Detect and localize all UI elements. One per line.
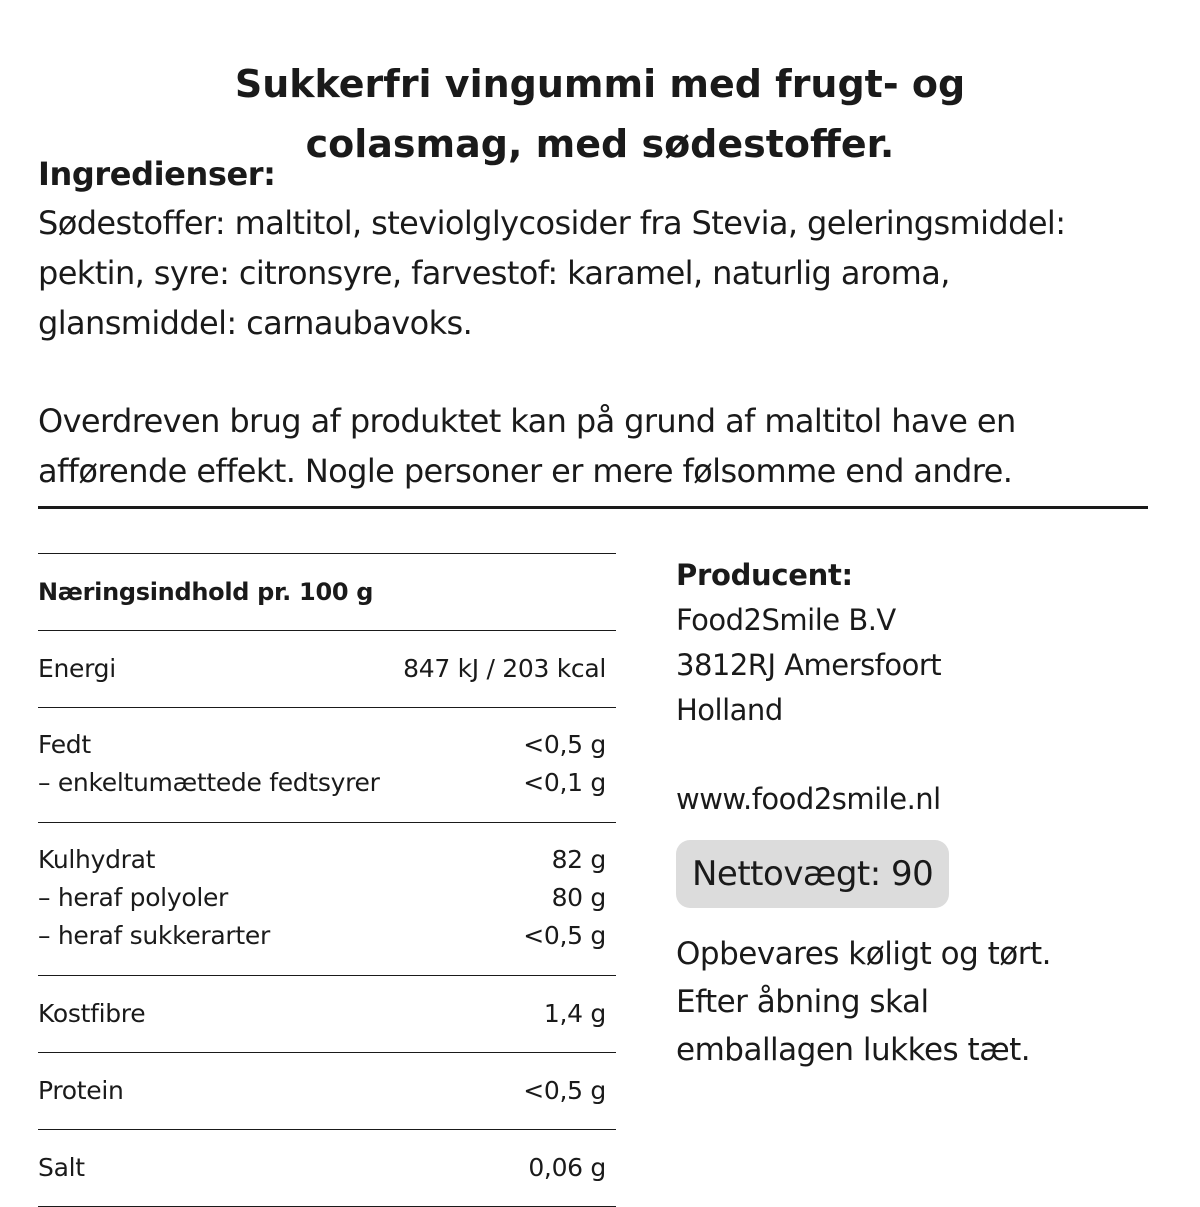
nutrient-label: Energi: [38, 654, 116, 683]
nutrient-label: Kostfibre: [38, 999, 146, 1028]
nutrient-label: – heraf polyoler: [38, 883, 229, 912]
nutrient-label: Kulhydrat: [38, 845, 156, 874]
table-row: [38, 995, 616, 1033]
nutrition-table: [38, 553, 616, 1207]
nutrient-value: <0,1 g: [523, 768, 606, 797]
product-title-line-1: Sukkerfri vingummi med frugt- og: [234, 62, 966, 106]
table-row: [38, 1149, 616, 1187]
net-weight-badge: Nettovægt: 90: [676, 840, 949, 908]
nutrition-group-fat: [38, 708, 616, 822]
nutrition-heading: Næringsindhold pr. 100 g: [38, 578, 374, 606]
producer-address: 3812RJ Amersfoort: [676, 648, 942, 682]
nutrient-value: <0,5 g: [523, 1076, 606, 1105]
table-row: [38, 879, 616, 917]
producer-name: Food2Smile B.V: [676, 603, 896, 637]
nutrition-group-energy: [38, 631, 616, 707]
storage-line: emballagen lukkes tæt.: [676, 1032, 1031, 1068]
nutrient-value: <0,5 g: [523, 730, 606, 759]
ingredients-heading: Ingredienser:: [38, 155, 276, 193]
nutrient-value: 0,06 g: [528, 1153, 606, 1182]
table-row: [38, 650, 616, 688]
ingredients-text: Sødestoffer: maltitol, steviolglycosider fra Stevia, geleringsmiddel: pektin, syre: citronsyre, farvestof: karamel, naturlig aroma, glansmiddel: carnaubavoks.: [38, 204, 1066, 342]
table-row: [38, 764, 616, 802]
nutrient-value: <0,5 g: [523, 921, 606, 950]
table-row: [38, 1072, 616, 1110]
nutrient-value: 847 kJ / 203 kcal: [403, 654, 606, 683]
nutrition-group-fibre: [38, 976, 616, 1052]
laxative-warning: Overdreven brug af produktet kan på grund af maltitol have en afførende effekt. Nogle personer er mere følsomme end andre.: [38, 402, 1016, 490]
storage-instructions: [676, 930, 1156, 1074]
table-row: [38, 726, 616, 764]
table-row: [38, 917, 616, 955]
section-divider: [38, 506, 1148, 509]
nutrient-label: Salt: [38, 1153, 85, 1182]
nutrient-label: – enkeltumættede fedtsyrer: [38, 768, 380, 797]
nutrient-value: 1,4 g: [543, 999, 606, 1028]
table-row: [38, 841, 616, 879]
nutrition-group-carbohydrate: [38, 823, 616, 975]
nutrient-value: 82 g: [551, 845, 606, 874]
producer-heading: Producent:: [676, 558, 853, 592]
nutrition-group-salt: [38, 1130, 616, 1206]
storage-line: Efter åbning skal: [676, 984, 929, 1020]
nutrition-group-protein: [38, 1053, 616, 1129]
product-title-line-2: colasmag, med sødestoffer.: [305, 122, 895, 166]
nutrient-label: – heraf sukkerarter: [38, 921, 270, 950]
producer-country: Holland: [676, 693, 783, 727]
nutrient-label: Fedt: [38, 730, 91, 759]
producer-website: www.food2smile.nl: [676, 782, 941, 816]
storage-line: Opbevares køligt og tørt.: [676, 936, 1052, 972]
nutrient-label: Protein: [38, 1076, 124, 1105]
producer-panel: [676, 553, 1156, 1074]
nutrient-value: 80 g: [551, 883, 606, 912]
